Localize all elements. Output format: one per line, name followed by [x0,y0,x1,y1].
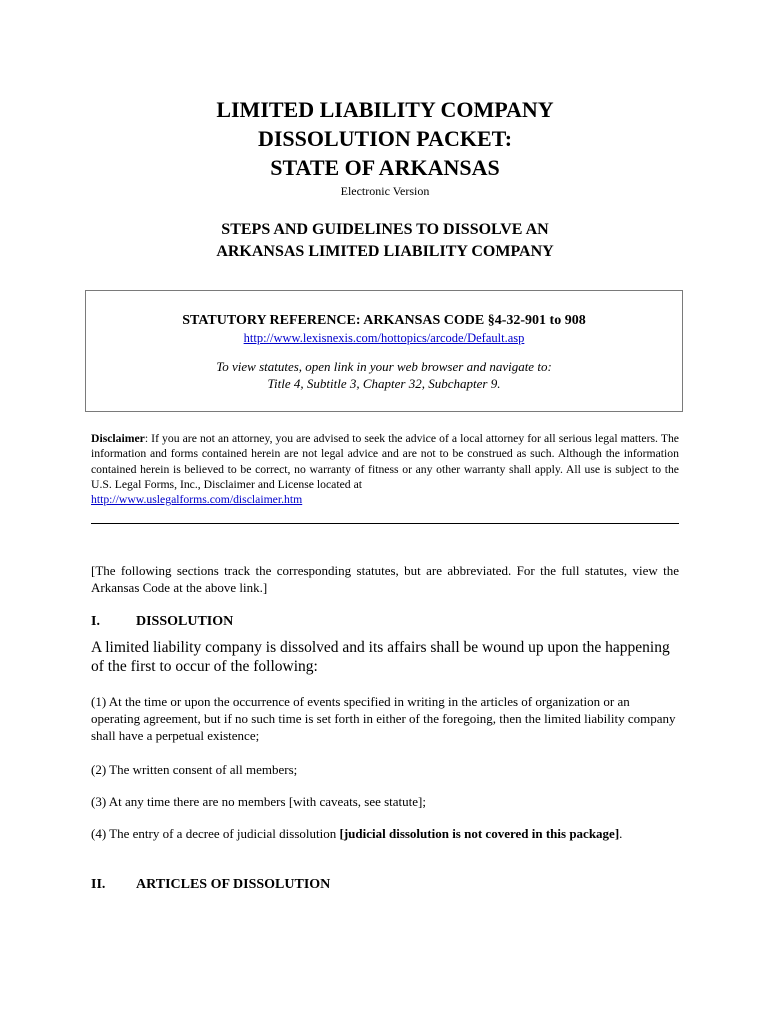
statutes-note [86,358,682,392]
item-4-bold-text: [judicial dissolution is not covered in this package] [339,826,620,841]
steps-heading-line-1: STEPS AND GUIDELINES TO DISSOLVE AN [221,221,549,238]
horizontal-rule [91,523,679,524]
section-2-heading [91,876,330,894]
disclaimer [91,431,679,507]
disclaimer-label: Disclaimer [91,432,145,445]
disclaimer-link[interactable]: http://www.uslegalforms.com/disclaimer.htm [91,493,303,507]
title-line-2: DISSOLUTION PACKET: [257,126,513,151]
statutes-link[interactable]: http://www.lexisnexis.com/hottopics/arcode/Default.asp [243,331,525,345]
disclaimer-text: : If you are not an attorney, you are advised to seek the advice of a local attorney for all serious legal matters. The information and forms contained herein are not legal advice and are not to be construed as such. Although the information contained herein is believed to be correct, no warranty of fitness or any other warranty shall apply. All use is subject to the U.S. Legal Forms, Inc., Disclaimer and License located at [91,432,679,491]
section-2-number: II. [91,877,106,892]
steps-heading [0,219,770,263]
section-2-title: ARTICLES OF DISSOLUTION [136,877,331,892]
item-4-text: (4) The entry of a decree of judicial dissolution [91,826,340,841]
section-1-item-1: (1) At the time or upon the occurrence of events specified in writing in the articles of organization or an operating agreement, but if no such time is set forth in either of the foregoing, then the limited liability company shall have a perpetual existence; [91,694,676,743]
section-1-heading [91,613,233,631]
item-4-end: . [619,826,623,841]
section-1-item-3: (3) At any time there are no members [with caveats, see statute]; [91,794,426,809]
title-line-3: STATE OF ARKANSAS [270,155,500,180]
steps-heading-line-2: ARKANSAS LIMITED LIABILITY COMPANY [216,243,554,260]
section-1-number: I. [91,614,100,629]
abbreviation-note: [The following sections track the corresponding statutes, but are abbreviated. For the full statutes, view the Arkansas Code at the above link.] [91,563,679,595]
statutes-note-line-1: To view statutes, open link in your web browser and navigate to: [216,359,552,374]
section-1-title: DISSOLUTION [136,614,234,629]
title-line-1: LIMITED LIABILITY COMPANY [216,97,554,122]
document-title [0,95,770,199]
statutes-note-line-2: Title 4, Subtitle 3, Chapter 32, Subchapter 9. [267,376,501,391]
subtitle: Electronic Version [340,184,430,198]
section-1-intro: A limited liability company is dissolved and its affairs shall be wound up upon the happening of the first to occur of the following: [91,639,670,675]
section-1-item-2: (2) The written consent of all members; [91,762,298,777]
statutory-reference-box [85,290,683,412]
statutory-reference: STATUTORY REFERENCE: ARKANSAS CODE §4-32-901 to 908 [182,313,586,328]
section-1-item-4 [91,825,681,842]
